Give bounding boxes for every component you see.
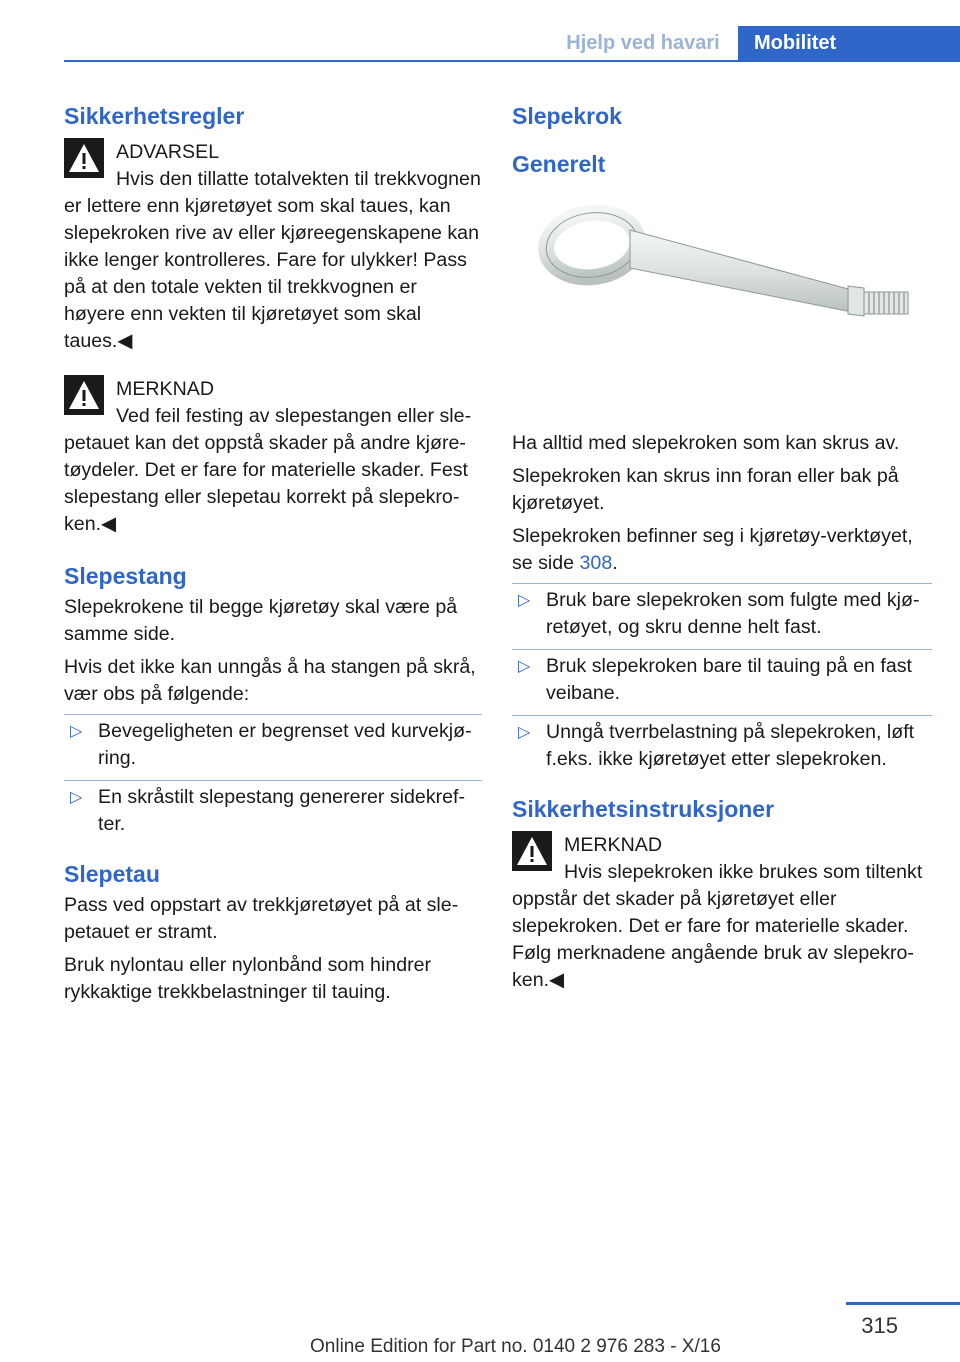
triangle-right-icon: ▷ [518, 592, 531, 609]
list-item-text: Unngå tverrbelastning på slepekroken, løft f.eks. ikke kjøretøyet etter slepekroken. [546, 721, 915, 770]
paragraph-text: Slepekroken befinner seg i kjøretøy-verktøyet, se side [512, 525, 913, 574]
bullet-list [64, 714, 482, 838]
notice-block [512, 831, 932, 994]
right-column [512, 98, 932, 1014]
notice-block [64, 375, 482, 538]
triangle-right-icon: ▷ [518, 724, 531, 741]
list-item-text: Bevegeligheten er begrenset ved kurvekjøring. [98, 720, 472, 769]
tow-hook-illustration [512, 190, 932, 420]
paragraph: Pass ved oppstart av trekkjøretøyet på at slepetauet er stramt. [64, 894, 459, 943]
heading-generelt: Generelt [512, 151, 606, 177]
paragraph-text: . [612, 552, 618, 574]
warning-block [64, 138, 482, 355]
footer-rule [0, 1302, 960, 1305]
heading-slepestang: Slepestang [64, 563, 187, 589]
notice-title: MERKNAD [564, 834, 662, 856]
list-item-text: Bruk bare slepekroken som fulgte med kjøretøyet, og skru denne helt fast. [546, 589, 920, 638]
warning-triangle-icon [64, 138, 104, 178]
warning-text: Hvis den tillatte totalvekten til trekkvognen er lettere enn kjøretøyet som skal taues, kan slepekroken rive av eller kjøreegenskapene kan ikke lenger kontrolleres. Fare for ulykker! Pass på at den totale vekten til trekkvognen er høyere enn vekten til kjøretøyet som skal taues.◀ [64, 168, 481, 352]
warning-title: ADVARSEL [116, 141, 220, 163]
list-item-text: En skråstilt slepestang genererer sidekrefter. [98, 786, 466, 835]
paragraph [512, 523, 932, 577]
tab-mobilitet[interactable]: Mobilitet [738, 26, 960, 62]
heading-sikkerhetsregler: Sikkerhetsregler [64, 103, 245, 129]
triangle-right-icon: ▷ [518, 658, 531, 675]
triangle-right-icon: ▷ [70, 723, 83, 740]
paragraph: Slepekroken kan skrus inn foran eller bak på kjøretøyet. [512, 465, 899, 514]
paragraph: Slepekrokene til begge kjøretøy skal være på samme side. [64, 596, 458, 645]
header-rule [64, 60, 960, 62]
paragraph: Ha alltid med slepekroken som kan skrus av. [512, 432, 900, 454]
page-number: 315 [861, 1313, 898, 1338]
list-item-text: Bruk slepekroken bare til tauing på en fast veibane. [546, 655, 912, 704]
heading-slepetau: Slepetau [64, 861, 160, 887]
list-item [512, 649, 932, 707]
footer-edition: Online Edition for Part no. 0140 2 976 283 - X/16 [310, 1336, 721, 1357]
paragraph: Hvis det ikke kan unngås å ha stangen på skrå, vær obs på følgende: [64, 656, 476, 705]
notice-text: Ved feil festing av slepestangen eller slepetauet kan det oppstå skader på andre kjøretøydeler. Det er fare for materielle skader. Fest slepestang eller slepetau korrekt på slepekroken.◀ [64, 405, 472, 535]
left-column [64, 98, 482, 1012]
list-item [512, 583, 932, 641]
list-item [512, 715, 932, 773]
page-link[interactable]: 308 [579, 552, 613, 574]
warning-triangle-icon [512, 831, 552, 871]
triangle-right-icon: ▷ [70, 789, 83, 806]
warning-triangle-icon [64, 375, 104, 415]
heading-sikkerhetsinstruksjoner: Sikkerhetsinstruksjoner [512, 796, 775, 822]
list-item [64, 780, 482, 838]
notice-title: MERKNAD [116, 378, 214, 400]
notice-text: Hvis slepekroken ikke brukes som tiltenkt oppstår det skader på kjøretøyet eller slepekroken. Det er fare for materielle skader. Følg merknadene angående bruk av slepekroken.◀ [512, 861, 923, 991]
tab-hjelp-ved-havari[interactable]: Hjelp ved havari [566, 32, 720, 54]
list-item [64, 714, 482, 772]
heading-slepekrok: Slepekrok [512, 103, 622, 129]
paragraph: Bruk nylontau eller nylonbånd som hindrer rykkaktige trekkbelastninger til tauing. [64, 954, 432, 1003]
bullet-list [512, 583, 932, 773]
